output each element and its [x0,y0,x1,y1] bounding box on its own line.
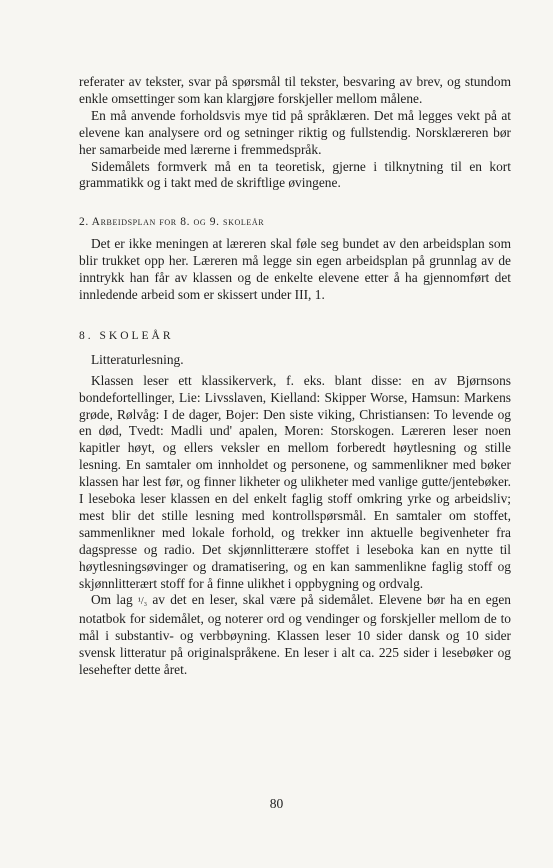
subheading-litteraturlesning: Litteraturlesning. [91,351,184,367]
paragraph-2: En må anvende forholdsvis mye tid på språklæren. Det må legges vekt på at elevene kan analysere ord og setninger riktig og fullstendig. Norsklæreren bør her samarbeide med lærerne i fremmedspråk. [79,107,511,157]
paragraph-6-start: Om lag [91,592,133,608]
page-body [79,74,511,679]
section-heading-8-skoleaar: 8. SKOLEÅR [79,329,174,342]
section-heading-arbeidsplan: 2. Arbeidsplan for 8. og 9. skoleår [79,216,265,229]
paragraph-6-rest: av det en leser, skal være på sidemålet. Elevene bør ha en egen notatbok for sidemålet, og noterer ord og vendinger og forskjeller mellom de to mål i substantiv- og verbbøyning. Klassen leser 10 sider dansk og 10 sider svensk litteratur på originalspråkene. En leser i alt ca. 225 sider i lesebøker og lesehefter dette året. [79,592,511,678]
page-number: 80 [269,796,284,811]
paragraph-5: Klassen leser ett klassikerverk, f. eks. blant disse: en av Bjørnsons bondefortellinger, Lie: Livsslaven, Kielland: Skipper Worse, Hamsun: Markens grøde, Rølvåg: I de dager, Bojer: Den siste viking, Christiansen: To levende og en død, Tvedt: Madli und' apalen, Moren: Storskogen. Læreren leser noen kapitler høyt, og ellers veksler en mellom forberedt høytlesning og stille lesning. En samtaler om innholdet og personene, og sammenlikner med bøker klassen har lest før, og finner likheter og ulikheter med vanlige gutte/jentebøker. I leseboka leser klassen en del enkelt faglig stoff omkring yrke og arbeidsliv; mest blir det stille lesning med kontrollspørsmål. En samtaler om stoffet, sammenlikner med lokale forhold, og trekker inn aktuelle begivenheter fra dagspresse og radio. Det skjønnlitterære stoffet i leseboka kan en nytte til høytlesningsøvinger og dramatisering, og en kan sammenlikne faglig stoff og skjønnlitterært stoff for å finne ulikhet i oppbygning og ordvalg. [79,372,511,591]
paragraph-4: Det er ikke meningen at læreren skal føle seg bundet av den arbeidsplan som blir trukket opp her. Læreren må legge sin egen arbeidsplan på grunnlag av de inntrykk han får av klassen og de enkelte elevene etter å ha gjennomført det innledende arbeid som er skissert under III, 1. [79,236,511,302]
paragraph-1: referater av tekster, svar på spørsmål til tekster, besvaring av brev, og stundom enkle omsettinger som kan klargjøre forskjeller mellom målene. [79,74,511,106]
fraction-one-third: ¹/₃ [137,596,148,608]
paragraph-6 [79,592,511,679]
paragraph-3: Sidemålets formverk må en ta teoretisk, gjerne i tilknytning til en kort grammatikk og i takt med de skriftlige øvingene. [79,158,511,191]
